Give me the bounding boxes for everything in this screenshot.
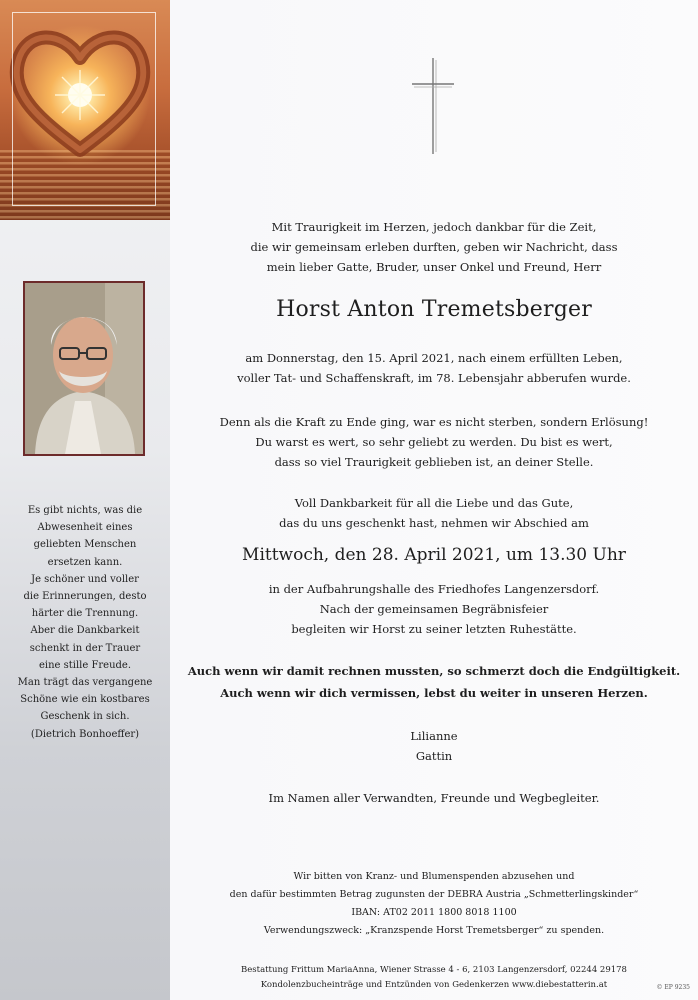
print-code: © EP 9235 xyxy=(656,984,690,991)
heart-photo xyxy=(0,0,170,220)
quote-line: ersetzen kann. xyxy=(47,556,123,568)
verse-line-1: Denn als die Kraft zu Ende ging, war es nicht sterben, sondern Erlösung! xyxy=(219,415,649,429)
quote-line: Aber die Dankbarkeit xyxy=(30,625,140,637)
quote-line: Je schöner und voller xyxy=(31,573,139,585)
donation-line-1: Wir bitten von Kranz- und Blumenspenden abzusehen und xyxy=(293,871,575,882)
mourner-name: Lilianne xyxy=(410,729,458,743)
emphasis-line-1: Auch wenn wir damit rechnen mussten, so schmerzt doch die Endgültigkeit. xyxy=(187,664,681,678)
intro-line-3: mein lieber Gatte, Bruder, unser Onkel und Freund, Herr xyxy=(266,260,602,274)
location-line-3: begleiten wir Horst zu seiner letzten Ruhestätte. xyxy=(291,622,577,636)
death-notice-line-2: voller Tat- und Schaffenskraft, im 78. Lebensjahr abberufen wurde. xyxy=(237,371,631,385)
quote-line: Abwesenheit eines xyxy=(37,522,133,534)
donation-iban: IBAN: AT02 2011 1800 8018 1100 xyxy=(351,907,517,918)
portrait-photo xyxy=(23,281,145,456)
quote-line: schenkt in der Trauer xyxy=(29,642,141,654)
footer-condolence: Kondolenzbucheinträge und Entzünden von Gedenkerzen www.diebestatterin.at xyxy=(260,980,608,990)
intro-line-1: Mit Traurigkeit im Herzen, jedoch dankbar für die Zeit, xyxy=(271,220,597,234)
main-text xyxy=(170,0,698,1000)
bonhoeffer-quote xyxy=(8,502,162,743)
photo-frame xyxy=(12,12,156,206)
quote-line: eine stille Freude. xyxy=(38,659,132,671)
donation-line-4: Verwendungszweck: „Kranzspende Horst Tremetsberger“ zu spenden. xyxy=(263,925,605,936)
sidebar xyxy=(0,0,170,1000)
emphasis-line-2: Auch wenn wir dich vermissen, lebst du weiter in unseren Herzen. xyxy=(220,686,648,700)
verse-line-2: Du warst es wert, so sehr geliebt zu werden. Du bist es wert, xyxy=(255,435,613,449)
mourner-relation: Gattin xyxy=(415,749,453,763)
quote-line: Es gibt nichts, was die xyxy=(27,505,143,516)
farewell-line-2: das du uns geschenkt hast, nehmen wir Abschied am xyxy=(279,516,589,530)
verse-line-3: dass so viel Traurigkeit geblieben ist, an deiner Stelle. xyxy=(274,455,594,469)
quote-line: Geschenk in sich. xyxy=(40,711,130,723)
portrait-figure-icon xyxy=(25,283,143,454)
quote-line: härter die Trennung. xyxy=(31,608,139,620)
deceased-name: Horst Anton Tremetsberger xyxy=(276,297,592,322)
location-line-1: in der Aufbahrungshalle des Friedhofes Langenzersdorf. xyxy=(268,582,600,596)
donation-line-2: den dafür bestimmten Betrag zugunsten der DEBRA Austria „Schmetterlingskinder“ xyxy=(229,889,639,900)
quote-line: (Dietrich Bonhoeffer) xyxy=(30,728,140,740)
relatives-line: Im Namen aller Verwandten, Freunde und Wegbegleiter. xyxy=(268,791,600,805)
footer-undertaker: Bestattung Frittum MariaAnna, Wiener Strasse 4 - 6, 2103 Langenzersdorf, 02244 29178 xyxy=(241,965,627,975)
death-notice-line-1: am Donnerstag, den 15. April 2021, nach einem erfüllten Leben, xyxy=(245,351,623,365)
quote-line: Schöne wie ein kostbares xyxy=(20,694,150,706)
farewell-line-1: Voll Dankbarkeit für all die Liebe und das Gute, xyxy=(294,496,574,510)
location-line-2: Nach der gemeinsamen Begräbnisfeier xyxy=(319,602,549,616)
quote-line: die Erinnerungen, desto xyxy=(23,591,147,603)
quote-line: Man trägt das vergangene xyxy=(17,677,153,689)
intro-line-2: die wir gemeinsam erleben durften, geben wir Nachricht, dass xyxy=(250,240,618,254)
funeral-date: Mittwoch, den 28. April 2021, um 13.30 Uhr xyxy=(242,545,626,565)
quote-line: geliebten Menschen xyxy=(33,539,137,551)
